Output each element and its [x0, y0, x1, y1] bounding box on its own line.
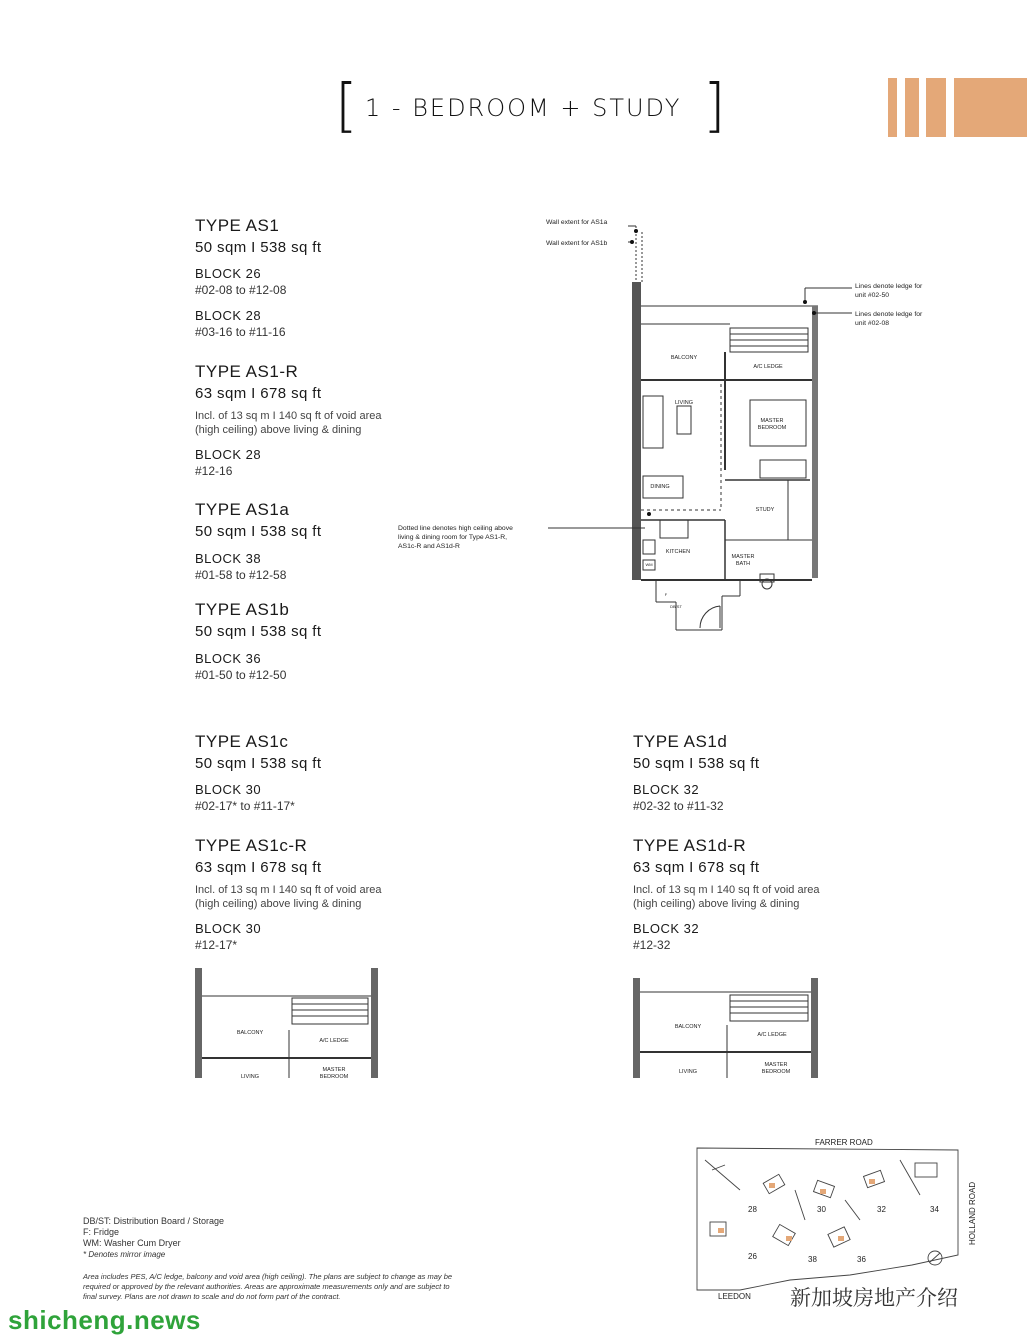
wall-extent-as1a-label: Wall extent for AS1a — [546, 219, 608, 226]
room-label-study: STUDY — [755, 507, 775, 513]
accent-bar — [888, 78, 897, 137]
dotted-line-note: living & dining room for Type AS1-R, — [398, 534, 508, 541]
watermark-left: shicheng.news — [8, 1305, 201, 1335]
block-label: BLOCK 30 — [195, 921, 262, 936]
type-as1d-title: TYPE AS1d — [633, 732, 728, 751]
room-label-master-bedroom: BEDROOM — [319, 1074, 349, 1080]
block-number: 36 — [857, 1255, 866, 1264]
block-label: BLOCK 28 — [195, 447, 262, 462]
block-label: BLOCK 32 — [633, 782, 700, 797]
room-label-ac-ledge: A/C LEDGE — [319, 1038, 349, 1044]
block-label: BLOCK 26 — [195, 266, 262, 281]
room-label-master-bedroom: MASTER — [322, 1067, 346, 1073]
block-number: 32 — [877, 1205, 886, 1214]
unit-range: #01-58 to #12-58 — [195, 568, 287, 582]
room-label-living: LIVING — [240, 1074, 260, 1080]
block-number: 28 — [748, 1205, 757, 1214]
type-as1d-area: 50 sqm I 538 sq ft — [633, 755, 760, 772]
label-dbst: DB/ST — [670, 604, 682, 609]
site-plan — [694, 1130, 984, 1302]
block-number: 38 — [808, 1255, 817, 1264]
unit-range: #03-16 to #11-16 — [195, 325, 286, 339]
block-label: BLOCK 28 — [195, 308, 262, 323]
page-header — [335, 71, 726, 139]
road-label-holland: HOLLAND ROAD — [968, 1181, 977, 1245]
page-title: 1 - BEDROOM + STUDY — [365, 94, 682, 122]
type-as1r-area: 63 sqm I 678 sq ft — [195, 385, 322, 402]
dotted-line-note: Dotted line denotes high ceiling above — [398, 525, 513, 532]
room-label-kitchen: KITCHEN — [665, 549, 691, 555]
room-label-balcony: BALCONY — [674, 1024, 702, 1030]
dotted-line-note: AS1c-R and AS1d-R — [398, 543, 460, 550]
type-as1cr-title: TYPE AS1c-R — [195, 836, 308, 855]
type-as1-area: 50 sqm I 538 sq ft — [195, 239, 322, 256]
type-as1a-title: TYPE AS1a — [195, 500, 290, 519]
type-as1r-title: TYPE AS1-R — [195, 362, 299, 381]
block-label: BLOCK 32 — [633, 921, 700, 936]
room-label-ac-ledge: A/C LEDGE — [757, 1032, 787, 1038]
void-note: (high ceiling) above living & dining — [195, 424, 362, 436]
block-number: 30 — [817, 1205, 826, 1214]
room-label-dining: DINING — [650, 484, 670, 490]
room-label-balcony: BALCONY — [670, 355, 698, 361]
disclaimer-line: final survey. Plans are not drawn to scale and do not form part of the contract. — [83, 1292, 341, 1301]
room-label-master-bath: MASTER — [731, 554, 755, 560]
mini-plan-as1d-r — [630, 975, 825, 1081]
unit-range: #12-16 — [195, 464, 233, 478]
void-note: (high ceiling) above living & dining — [633, 898, 800, 910]
type-as1a-area: 50 sqm I 538 sq ft — [195, 523, 322, 540]
accent-bar — [905, 78, 919, 137]
void-note: Incl. of 13 sq m I 140 sq ft of void area — [633, 884, 820, 896]
ledge-note: Lines denote ledge for — [855, 283, 923, 290]
type-as1c-title: TYPE AS1c — [195, 732, 289, 751]
legend-line: DB/ST: Distribution Board / Storage — [83, 1216, 225, 1226]
type-as1cr-area: 63 sqm I 678 sq ft — [195, 859, 322, 876]
type-as1b-title: TYPE AS1b — [195, 600, 290, 619]
unit-range: #12-17* — [195, 938, 238, 952]
label-fridge: F — [664, 592, 668, 597]
ledge-note: unit #02-08 — [855, 320, 890, 327]
unit-range: #02-08 to #12-08 — [195, 283, 287, 297]
accent-bar — [954, 78, 1027, 137]
unit-range: #01-50 to #12-50 — [195, 668, 287, 682]
legend-line: WM: Washer Cum Dryer — [83, 1238, 181, 1248]
right-bracket: ] — [703, 71, 726, 139]
accent-bar — [926, 78, 946, 137]
type-as1b-area: 50 sqm I 538 sq ft — [195, 623, 322, 640]
road-label-leedon: LEEDON — [718, 1292, 751, 1301]
type-as1c-area: 50 sqm I 538 sq ft — [195, 755, 322, 772]
disclaimer-line: Area includes PES, A/C ledge, balcony and void area (high ceiling). The plans are subject to change as may be — [83, 1272, 453, 1281]
block-number: 34 — [930, 1205, 939, 1214]
unit-range: #12-32 — [633, 938, 671, 952]
room-label-master-bedroom: MASTER — [760, 418, 784, 424]
ledge-note: unit #02-50 — [855, 292, 890, 299]
unit-range: #02-17* to #11-17* — [195, 799, 295, 813]
floor-plan — [390, 210, 950, 640]
watermark-right: 新加坡房地产介绍 — [790, 1287, 958, 1310]
room-label-master-bedroom: BEDROOM — [761, 1069, 791, 1075]
room-label-living: LIVING — [674, 400, 694, 406]
room-label-master-bath: BATH — [735, 561, 751, 567]
block-label: BLOCK 36 — [195, 651, 262, 666]
mini-plan-as1c-r — [192, 965, 382, 1081]
room-label-living: LIVING — [678, 1069, 698, 1075]
road-label-farrer: FARRER ROAD — [815, 1138, 873, 1147]
room-label-master-bedroom: MASTER — [764, 1062, 788, 1068]
block-label: BLOCK 38 — [195, 551, 262, 566]
void-note: (high ceiling) above living & dining — [195, 898, 362, 910]
block-label: BLOCK 30 — [195, 782, 262, 797]
disclaimer-line: required or approved by the relevant authorities. Areas are approximate measurements only and are subject to — [83, 1282, 450, 1291]
legend-line: * Denotes mirror image — [83, 1250, 166, 1259]
legend-line: F: Fridge — [83, 1227, 120, 1237]
type-as1dr-title: TYPE AS1d-R — [633, 836, 747, 855]
room-label-balcony: BALCONY — [236, 1030, 264, 1036]
unit-range: #02-32 to #11-32 — [633, 799, 724, 813]
block-number: 26 — [748, 1252, 757, 1261]
label-wm: WM — [645, 562, 653, 567]
void-note: Incl. of 13 sq m I 140 sq ft of void area — [195, 884, 382, 896]
left-bracket: [ — [335, 71, 358, 139]
room-label-master-bedroom: BEDROOM — [757, 425, 787, 431]
wall-extent-as1b-label: Wall extent for AS1b — [546, 240, 608, 247]
type-as1-title: TYPE AS1 — [195, 216, 280, 235]
type-as1dr-area: 63 sqm I 678 sq ft — [633, 859, 760, 876]
void-note: Incl. of 13 sq m I 140 sq ft of void area — [195, 410, 382, 422]
ledge-note: Lines denote ledge for — [855, 311, 923, 318]
room-label-ac-ledge: A/C LEDGE — [753, 364, 783, 370]
